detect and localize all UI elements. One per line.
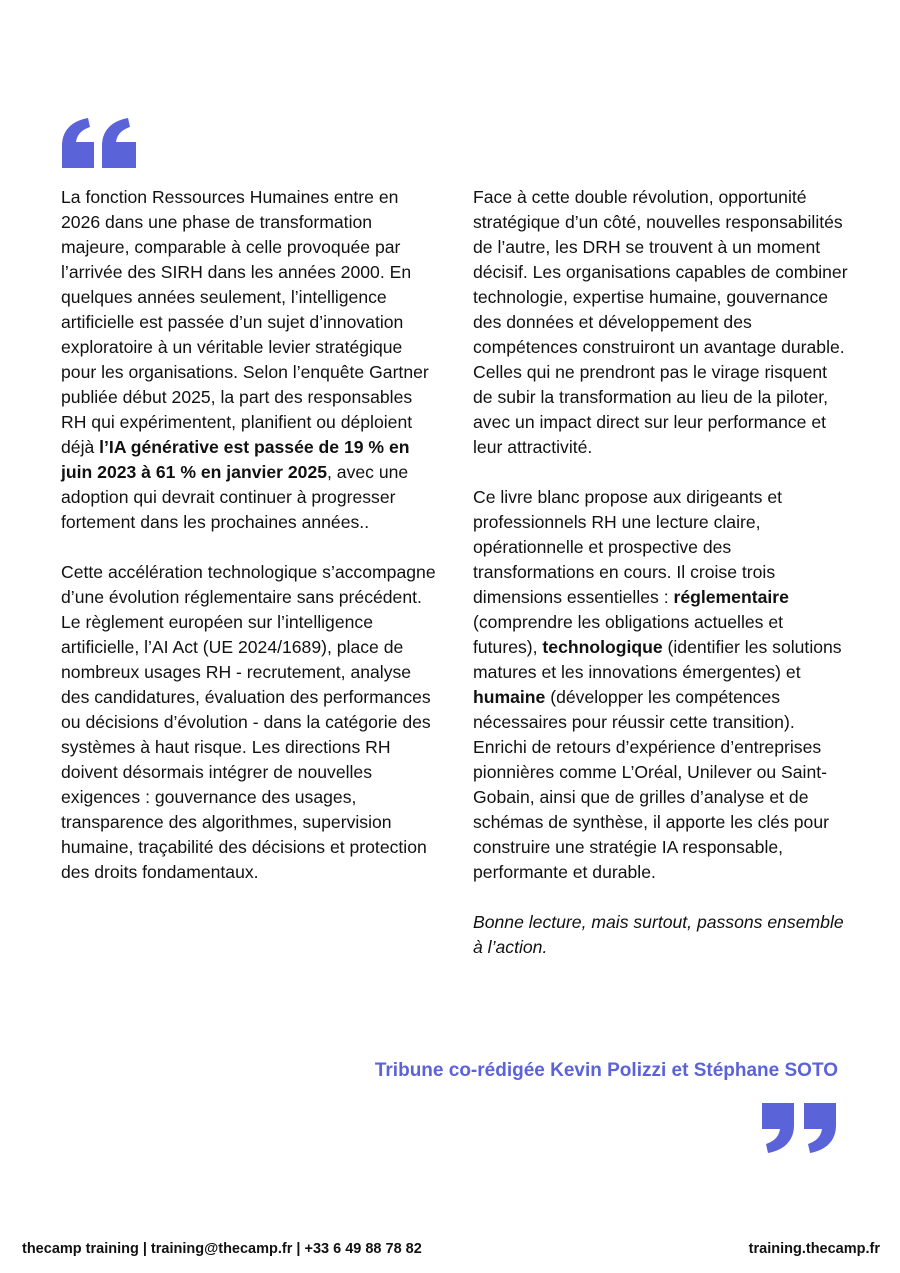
paragraph-text: La fonction Ressources Humaines entre en 2026 dans une phase de transformation majeure, comparable à celle provoquée par l’arrivée des SIRH dans les années 2000. En quelques années seulement, l’intelligence artificielle est passée d’un sujet d’innovation exploratoire à un véritable levier stratégique pour les organisations. Selon l’enquête Gartner publiée début 2025, la part des responsables RH qui expérimentent, planifient ou déploient déjà xyxy=(61,187,429,457)
paragraph-text: (identifier les solutions matures et les innovations émergentes) et xyxy=(473,637,842,682)
open-quote-icon xyxy=(60,118,138,168)
closing-line: Bonne lecture, mais surtout, passons ensemble à l’action. xyxy=(473,912,844,957)
paragraph xyxy=(473,485,848,885)
close-quote-icon xyxy=(760,1103,838,1153)
paragraph-text: (développer les compétences nécessaires pour réussir cette transition). Enrichi de retours d’expérience d’entreprises pionnières comme L’Oréal, Unilever ou Saint-Gobain, ainsi que de grilles d’analyse et de schémas de synthèse, il apporte les clés pour construire une stratégie IA responsable, performante et durable. xyxy=(473,687,829,882)
bold-highlight: l’IA générative est passée de 19 % en juin 2023 à 61 % en janvier 2025 xyxy=(61,437,410,482)
paragraph xyxy=(61,185,436,535)
bold-highlight: humaine xyxy=(473,687,546,707)
paragraph: Face à cette double révolution, opportunité stratégique d’un côté, nouvelles responsabilités de l’autre, les DRH se trouvent à un moment décisif. Les organisations capables de combiner technologie, expertise humaine, gouvernance des données et développement des compétences construiront un avantage durable. Celles qui ne prendront pas le virage risquent de subir la transformation au lieu de la piloter, avec un impact direct sur leur performance et leur attractivité. xyxy=(473,187,848,457)
footer-website: training.thecamp.fr xyxy=(748,1241,880,1257)
paragraph: Cette accélération technologique s’accompagne d’une évolution réglementaire sans précédent. Le règlement européen sur l’intelligence artificielle, l’AI Act (UE 2024/1689), place de nombreux usages RH - recrutement, analyse des candidatures, évaluation des performances ou décisions d’évolution - dans la catégorie des systèmes à haut risque. Les directions RH doivent désormais intégrer de nouvelles exigences : gouvernance des usages, transparence des algorithmes, supervision humaine, traçabilité des décisions et protection des droits fondamentaux. xyxy=(61,562,436,882)
paragraph-text: Ce livre blanc propose aux dirigeants et professionnels RH une lecture claire, opérationnelle et prospective des transformations en cours. Il croise trois dimensions essentielles : xyxy=(473,487,783,607)
paragraph-text: , avec une adoption qui devrait continuer à progresser fortement dans les prochaines années.. xyxy=(61,462,409,532)
left-column xyxy=(61,185,436,910)
footer-contact: thecamp training | training@thecamp.fr | +33 6 49 88 78 82 xyxy=(22,1241,422,1257)
bold-highlight: technologique xyxy=(542,637,663,657)
paragraph-text: (comprendre les obligations actuelles et futures), xyxy=(473,612,784,657)
right-column xyxy=(473,185,848,985)
bold-highlight: réglementaire xyxy=(673,587,789,607)
signature: Tribune co-rédigée Kevin Polizzi et Stéphane SOTO xyxy=(374,1060,838,1081)
